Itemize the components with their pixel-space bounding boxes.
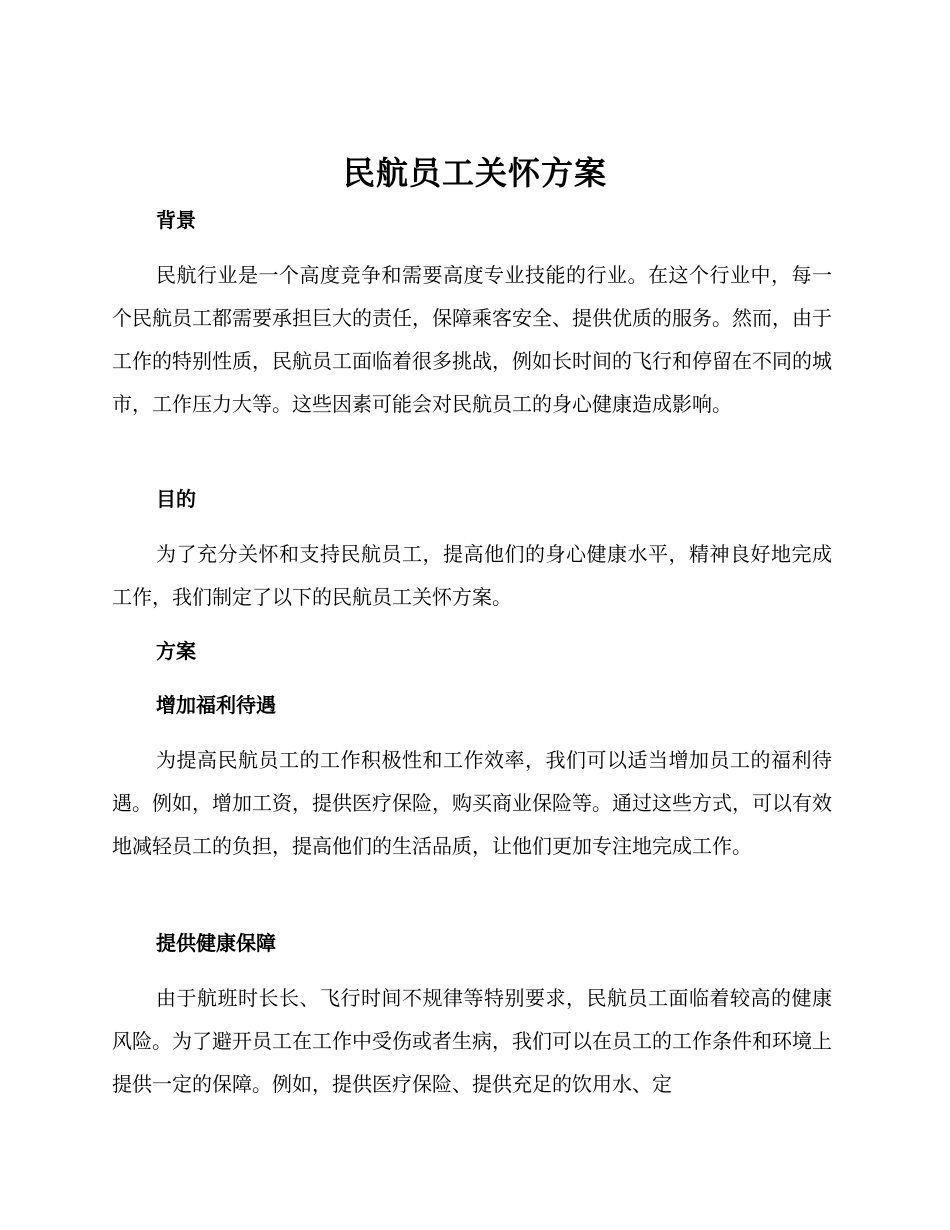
document-title: 民航员工关怀方案	[342, 154, 607, 192]
paragraph-purpose: 为了充分关怀和支持民航员工，提高他们的身心健康水平，精神良好地完成工作，我们制定了以下的民航员工关怀方案。	[112, 542, 832, 609]
section-heading-benefits: 增加福利待遇	[156, 693, 276, 717]
paragraph-background: 民航行业是一个高度竞争和需要高度专业技能的行业。在这个行业中，每一个民航员工都需要承担巨大的责任，保障乘客安全、提供优质的服务。然而，由于工作的特别性质，民航员工面临着很多挑战，例如长时间的飞行和停留在不同的城市，工作压力大等。这些因素可能会对民航员工的身心健康造成影响。	[112, 263, 832, 416]
paragraph-health: 由于航班时长长、飞行时间不规律等特别要求，民航员工面临着较高的健康风险。为了避开员工在工作中受伤或者生病，我们可以在员工的工作条件和环境上提供一定的保障。例如，提供医疗保险、提供充足的饮用水、定	[112, 986, 832, 1096]
section-heading-health: 提供健康保障	[156, 931, 276, 955]
section-heading-purpose: 目的	[156, 487, 196, 511]
section-heading-background: 背景	[156, 208, 196, 232]
paragraph-benefits: 为提高民航员工的工作积极性和工作效率，我们可以适当增加员工的福利待遇。例如，增加工资，提供医疗保险，购买商业保险等。通过这些方式，可以有效地减轻员工的负担，提高他们的生活品质，让他们更加专注地完成工作。	[112, 748, 832, 858]
section-heading-plan: 方案	[156, 639, 196, 663]
